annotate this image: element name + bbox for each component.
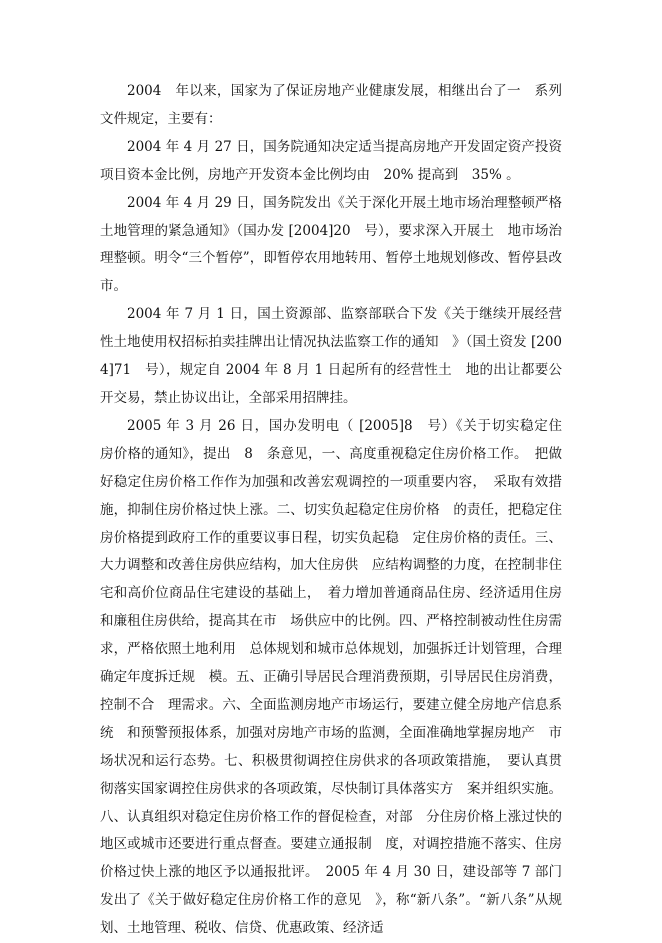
paragraph-intro: 2004 年以来，国家为了保证房地产业健康发展，相继出台了一 系列文件规定，主要有： xyxy=(100,83,562,127)
paragraph-2004-04-29: 2004 年 4 月 29 日，国务院发出《关于深化开展土地市场治理整顿严格土地管理的紧急通知》（国办发 [2004]20 号），要求深入开展土 地市场治理整顿。明令“三个暂停”，即暂停农用地转用、暂停土地规划修改、暂停县改市。 xyxy=(100,194,562,295)
paragraph-2004-07-01: 2004 年 7 月 1 日，国土资源部、监察部联合下发《关于继续开展经营性土地使用权招标拍卖挂牌出让情况执法监察工作的通知 》（国土资发 [2004]71 号），规定自 2004 年 8 月 1 日起所有的经营性土 地的出让都要公开交易，禁止协议出让，全部采用招牌挂。 xyxy=(100,306,562,406)
paragraph-2005-03-26: 2005 年 3 月 26 日，国办发明电（ [2005]8 号）《关于切实稳定住 房价格的通知》，提出 8 条意见，一、高度重视稳定住房价格工作。 把做好稳定住房价格工作作为加强和改善宏观调控的一项重要内容， 采取有效措施，抑制住房价格过快上涨。二、切实负起稳定住房价格 的责任，把稳定住房价格提到政府工作的重要议事日程，切实负起稳 定住房价格的责任。三、大力调整和改善住房供应结构，加大住房供 应结构调整的力度，在控制非住宅和高价位商品住宅建设的基础上， 着力增加普通商品住房、经济适用住房和廉租住房供给，提高其在市 场供应中的比例。四、严格控制被动性住房需求，严格依照土地利用 总体规划和城市总体规划，加强拆迁计划管理，合理确定年度拆迁规 模。五、正确引导居民合理消费预期，引导居民住房消费，控制不合 理需求。六、全面监测房地产市场运行，要建立健全房地产信息系统 和预警预报体系，加强对房地产市场的监测，全面准确地掌握房地产 市场状况和运行态势。七、积极贯彻调控住房供求的各项政策措施， 要认真贯彻落实国家调控住房供求的各项政策，尽快制订具体落实方 案并组织实施。八、认真组织对稳定住房价格工作的督促检查，对部 分住房价格上涨过快的地区或城市还要进行重点督查。要建立通报制 度，对调控措施不落实、住房价格过快上涨的地区予以通报批评。 2005 年 4 月 30 日，建设部等 7 部门发出了《关于做好稳定住房价格工作的意见 》，称“新八条”。“新八条”从规划、土地管理、税收、信贷、优惠政策、经济适 xyxy=(100,417,576,937)
paragraph-2004-04-27: 2004 年 4 月 27 日，国务院通知决定适当提高房地产开发固定资产投资项目资本金比例，房地产开发资本金比例均由 20% 提高到 35% 。 xyxy=(100,138,562,183)
document-body xyxy=(100,78,576,943)
